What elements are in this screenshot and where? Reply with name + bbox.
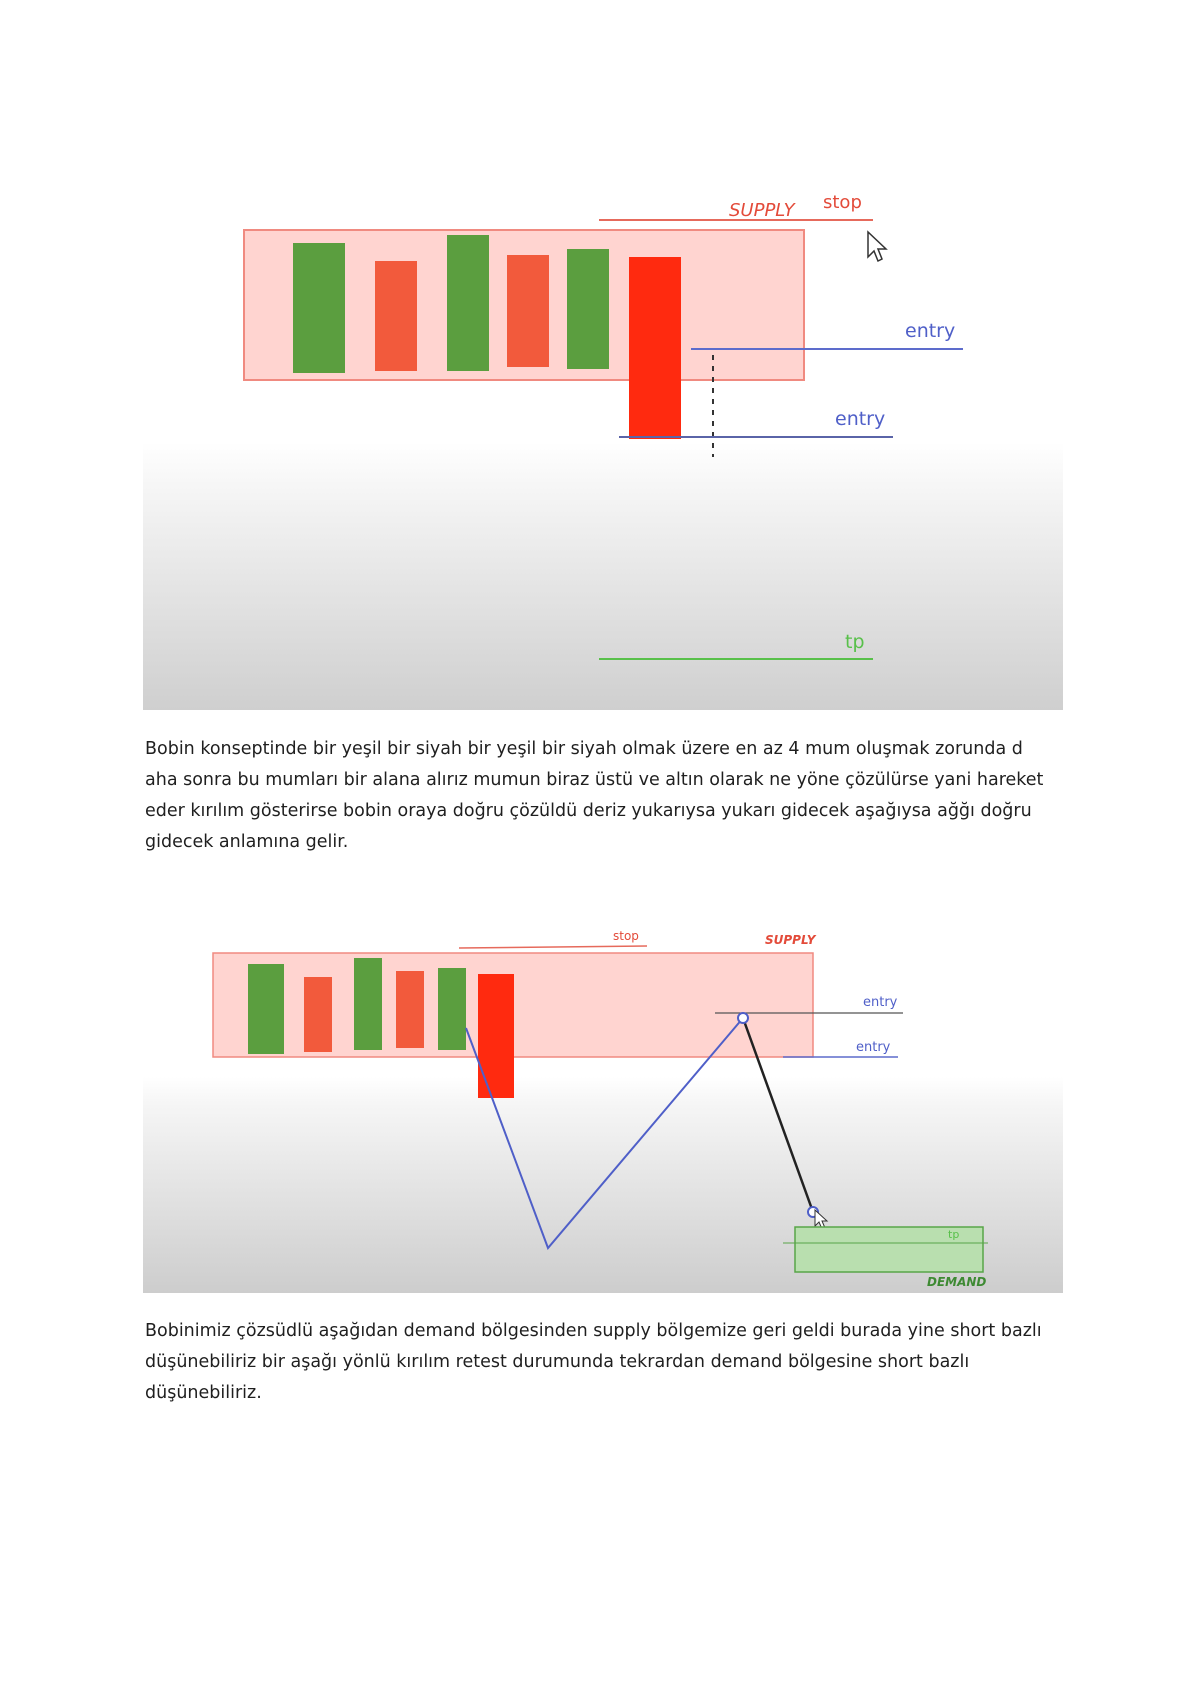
figure-bobin-retest: [143, 920, 1063, 1293]
candle-green-3: [438, 968, 466, 1050]
candle-breakout-red: [629, 257, 681, 439]
candle-green-2: [447, 235, 489, 371]
paragraph-bobin-concept: Bobin konseptinde bir yeşil bir siyah bir yeşil bir siyah olmak üzere en az 4 mum oluşmak zorunda d aha sonra bu mumları bir alana alırız mumun biraz üstü ve altın olarak ne yöne çözülürse yani hareket eder kırılım gösterirse bobin oraya doğru çözüldü deriz yukarıysa yukarı gidecek aşağıysa ağğı doğru gidecek anlamına gelir.: [145, 739, 1044, 852]
entry-lower-label: entry: [856, 1040, 891, 1055]
tp-label: tp: [845, 631, 865, 653]
demand-label: DEMAND: [927, 1275, 987, 1289]
stop-label: stop: [823, 192, 862, 213]
figure-bobin-retest-canvas: [143, 920, 1063, 1293]
candle-red-2: [396, 971, 424, 1048]
candle-green-2: [354, 958, 382, 1050]
candle-green-1: [293, 243, 345, 373]
figure-bobin-concept-canvas: [143, 175, 1063, 710]
supply-label: SUPPLY: [729, 200, 795, 221]
candle-green-3: [567, 249, 609, 369]
retest-point: [738, 1013, 748, 1023]
candle-red-2: [507, 255, 549, 367]
stop-label: stop: [613, 929, 639, 943]
supply-label: SUPPLY: [765, 933, 816, 947]
tp-label: tp: [948, 1228, 960, 1241]
candle-red-1: [375, 261, 417, 371]
candle-green-1: [248, 964, 284, 1054]
candle-red-1: [304, 977, 332, 1052]
entry-lower-label: entry: [835, 408, 886, 430]
entry-upper-label: entry: [863, 995, 898, 1010]
paragraph-bobin-retest: Bobinimiz çözsüdlü aşağıdan demand bölgesinden supply bölgemize geri geldi burada yine short bazlı düşünebiliriz bir aşağı yönlü kırılım retest durumunda tekrardan demand bölgesine short bazlı düşünebiliriz.: [145, 1321, 1042, 1403]
figure-bobin-concept: [143, 175, 1063, 710]
entry-upper-label: entry: [905, 320, 956, 342]
candle-breakout-red: [478, 974, 514, 1098]
